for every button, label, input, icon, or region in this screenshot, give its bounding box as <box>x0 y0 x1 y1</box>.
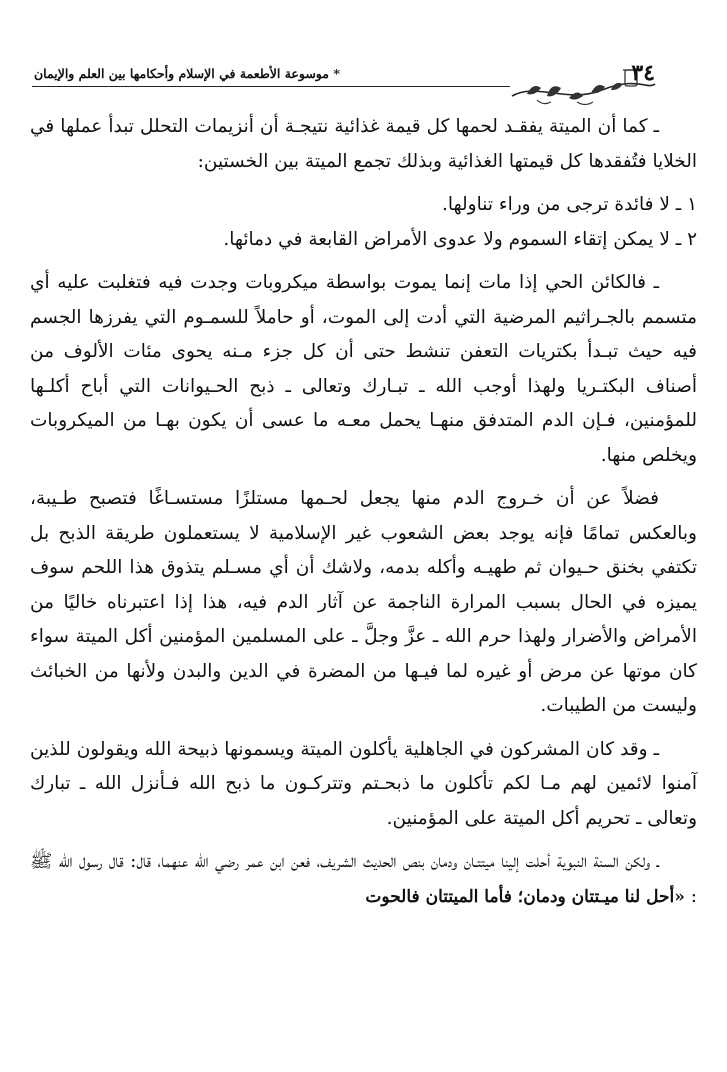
paragraph-5 <box>30 845 697 914</box>
header-rule <box>32 86 510 87</box>
hadith-quote: «أحل لنا ميـتتان ودمان؛ فأما الميتتان فالحوت <box>365 886 685 907</box>
paragraph-2: ـ فالكائن الحي إذا مات إنما يموت بواسطة ميكروبات وجدت فيه فتغلبت عليه أي متسمم بالجـراثيم المرضية التي أدت إلى الموت، أو حاملاً للسمـوم التي يفرزها الجسم فيه حيث تبـدأ بكتريات التعفن تنشط حتى أن كل جزء مـنه يحوى مئات الألوف من أصناف البكتـريا ولهذا أوجب الله ـ تبـارك وتعالى ـ ذبح الحـيوانات التي أباح أكلـها للمؤمنين، فـإن الدم المتدفق منهـا يحمل معـه ما عسى أن يكون بهـا من الميكروبات ويخلص منها. <box>30 272 697 466</box>
page-number: ٣٤ <box>631 60 655 86</box>
paragraph-3: فضلاً عن أن خـروج الدم منها يجعل لحـمها مستلزًا مستسـاغًا فتصبح طـيبة، وبالعكس تمامًا فإنه يوجد بعض الشعوب غير الإسلامية لا يستعملون طريقة الذبح بل تكتفي بخنق حـيوان ثم طهيـه وأكله بدمه، ولاشك أن أي مسـلم يتذوق هذا اللحم سوف يميزه في الحال بسبب المرارة الناجمة عن آثار الدم فيه، هذا إذا اعتبرناه خاليًا من الأمراض والأضرار ولهذا حرم الله ـ عزَّ وجلَّ ـ على المسلمين المؤمنين أكل الميتة سواء كان موتها عن مرض أو غيره لما فيـها من المضرة في الدين والبدن ولأنها من الخبائث وليست من الطيبات. <box>30 488 697 716</box>
running-title: * موسوعة الأطعمة في الإسلام وأحكامها بين العلم والإيمان <box>34 66 340 81</box>
paragraph-1: ـ كما أن الميتة يفقـد لحمها كل قيمة غذائية نتيجـة أن أنزيمات التحلل تبدأ عملها في الخلايا فتُفقدها كل قيمتها الغذائية وبذلك تجمع الميتة بين الخستين: <box>30 116 697 172</box>
page-header <box>0 58 727 118</box>
list-item-1: ١ ـ لا فائدة ترجى من وراء تناولها. <box>442 194 697 215</box>
list-item-2: ٢ ـ لا يمكن إتقاء السموم ولا عدوى الأمراض القابعة في دمائها. <box>223 228 697 250</box>
body-text <box>30 110 697 923</box>
paragraph-4: ـ وقد كان المشركون في الجاهلية يأكلون الميتة ويسمونها ذبيحة الله ويقولون للذين آمنوا لائمين لهم مـا لكم تأكلون ما ذبحـتم وتتركـون ما ذبح الله فـأنزل الله ـ تبارك وتعالى ـ تحريم أكل الميتة على المؤمنين. <box>30 738 697 829</box>
paragraph-5-intro: ـ ولكن السنة النبوية أحلت إلينا ميتتـان ودمان بنص الحديث الشريف، فعن ابن عمر رضي الله عنهما، قال: قال رسول الله ﷺ : <box>30 851 697 907</box>
